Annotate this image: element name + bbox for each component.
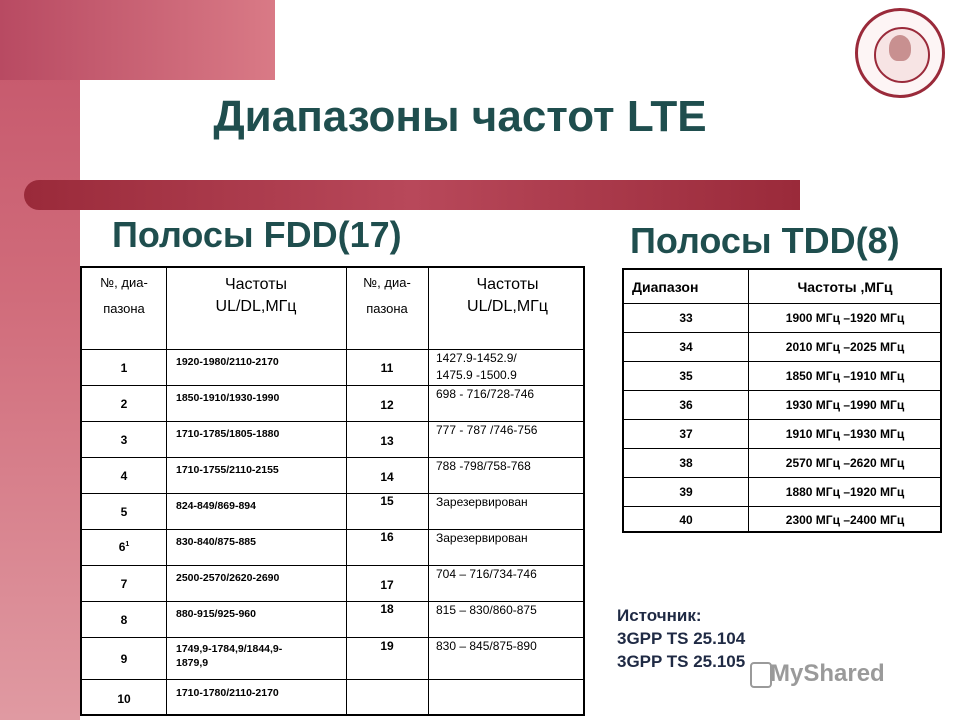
freq-cell: 880-915/925-960 [176,608,256,620]
band-cell [82,540,166,554]
band-cell: 37 [679,427,693,441]
freq-cell: 815 – 830/860-875 [436,603,537,617]
band-number: 6 [118,540,126,554]
freq-cell: Зарезервирован [436,531,528,545]
academy-seal-logo [855,8,945,98]
header-freq-label-right [428,274,587,318]
header-band-label [82,272,166,320]
watermark: MyShared [770,660,885,687]
freq-cell: 830-840/875-885 [176,536,256,548]
header-band-label: Диапазон [632,279,699,295]
band-cell: 4 [120,469,128,483]
band-cell: 2 [120,397,128,411]
freq-cell: 1710-1785/1805-1880 [176,428,280,440]
freq-cell: 1710-1755/2110-2155 [176,464,279,476]
source-note [617,604,745,673]
band-cell: 18 [380,602,394,616]
freq-cell: 830 – 845/875-890 [436,639,537,653]
freq-line1: 1427.9-1452.9/ [436,351,517,365]
freq-cell [176,642,282,670]
fdd-section-title: Полосы FDD(17) [112,214,402,255]
freq-cell: 777 - 787 /746-756 [436,423,538,437]
header-band-line2: пазона [366,301,408,316]
freq-cell: 1880 МГц –1920 МГц [785,485,905,499]
freq-cell: 1850-1910/1930-1990 [176,392,280,404]
band-cell: 7 [120,577,128,591]
freq-line2: 1879,9 [176,657,209,669]
band-cell: 16 [380,530,394,544]
freq-cell: 2500-2570/2620-2690 [176,572,280,584]
band-cell: 14 [380,470,394,484]
band-cell: 10 [117,692,131,706]
header-freq-line2: UL/DL,МГц [215,298,297,315]
band-cell: 13 [380,434,394,448]
header-freq-label: Частоты ,МГц [797,279,893,295]
freq-cell: Зарезервирован [436,495,528,509]
freq-cell: 2300 МГц –2400 МГц [785,513,905,527]
tdd-table [622,268,942,533]
freq-cell: 1930 МГц –1990 МГц [785,398,905,412]
header-freq-line1: Частоты [476,276,539,293]
header-freq-line2: UL/DL,МГц [467,298,548,315]
header-band-line2: пазона [103,301,145,316]
band-cell: 39 [679,485,693,499]
band-cell: 35 [679,369,693,383]
seal-portrait [889,35,911,61]
header-band-line1: №, диа- [100,275,148,290]
column-divider [166,268,167,714]
source-line2: 3GPP TS 25.105 [617,652,746,671]
freq-cell: 1900 МГц –1920 МГц [785,311,905,325]
band-cell: 5 [120,505,128,519]
freq-cell: 704 – 716/734-746 [436,567,537,581]
band-cell: 15 [380,494,394,508]
freq-line1: 1749,9-1784,9/1844,9- [176,643,283,655]
freq-cell: 2570 МГц –2620 МГц [785,456,905,470]
header-band-label-right [346,272,428,320]
band-cell: 8 [120,613,128,627]
freq-line2: 1475.9 -1500.9 [436,368,517,382]
band-cell: 36 [679,398,693,412]
freq-cell: 1920-1980/2110-2170 [176,356,279,368]
freq-cell [436,350,517,384]
freq-cell: 788 -798/758-768 [436,459,531,473]
tdd-section-title: Полосы TDD(8) [630,220,900,261]
freq-cell: 1850 МГц –1910 МГц [785,369,905,383]
header-freq-line1: Частоты [224,276,288,293]
band-cell: 34 [679,340,693,354]
freq-cell: 698 - 716/728-746 [436,387,535,401]
header-freq-label [166,274,346,318]
band-footnote: 1 [125,541,130,548]
freq-cell: 1910 МГц –1930 МГц [785,427,905,441]
row-divider [82,679,583,680]
freq-cell: 2010 МГц –2025 МГц [785,340,905,354]
band-cell: 33 [679,311,693,325]
slide-title: Диапазоны частот LTE [213,92,707,141]
header-band-line1: №, диа- [363,275,411,290]
presentation-icon [750,662,772,688]
freq-cell: 824-849/869-894 [176,500,256,512]
band-cell: 38 [679,456,693,470]
band-cell: 12 [380,398,394,412]
background-left-band [0,0,80,720]
band-cell: 11 [380,361,394,375]
band-cell: 9 [120,652,128,666]
band-cell: 17 [380,578,394,592]
source-label: Источник: [617,606,702,625]
background-top-block [0,0,275,80]
column-divider [428,268,429,714]
freq-cell: 1710-1780/2110-2170 [176,687,279,699]
band-cell: 1 [120,361,128,375]
fdd-table [80,266,585,716]
title-underline-bar [24,180,800,210]
source-line1: 3GPP TS 25.104 [617,629,746,648]
band-cell: 3 [120,433,128,447]
band-cell: 19 [380,639,394,653]
band-cell: 40 [679,513,693,527]
